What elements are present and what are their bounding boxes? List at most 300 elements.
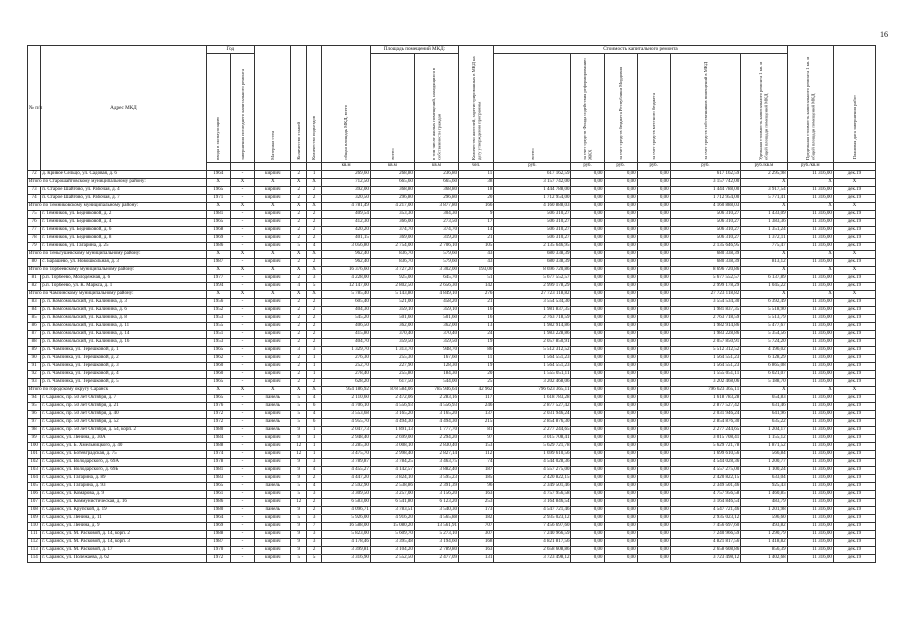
cell-mc: 11 316,00 [787,403,833,411]
header-cost-total: всего: [529,147,535,160]
cell-d: дек.19 [833,363,875,371]
header-fed-budget: за счет средств Фонда содействия реформированию ЖКХ [582,57,593,160]
cell-d: дек.19 [833,355,875,363]
cell-y: X [206,179,230,187]
header-max-cost: Предельная стоимость капитального ремонта 1 кв. м общей площади помещений МКД [804,56,816,160]
cell-e: 1 [306,363,321,371]
cell-y: 1987 [206,539,230,547]
cell-n: 109 [28,515,41,523]
cell-y: X [206,267,230,275]
cell-a: г. Саранск, ул. Комарова, д. 9 [41,491,206,499]
cell-ow: 617 162,59 [670,171,741,179]
cell-f: 12 [291,443,306,451]
cell-r: - [230,475,254,483]
cell-m: кирпич [255,435,291,443]
cell-c: 3 157 742,00 [494,179,571,187]
table-row [28,507,876,515]
cell-lb: 0,00 [637,187,670,195]
cell-d: дек.19 [833,499,875,507]
cell-lb: 0,00 [637,267,670,275]
cell-ow: 3 554 534,30 [670,299,741,307]
header-year-group: Год [206,46,255,54]
table-row [28,339,876,347]
cell-r: - [230,467,254,475]
cell-s: 962,40 [322,251,371,259]
cell-f: 5 [291,483,306,491]
cell-n: 108 [28,507,41,515]
cell-a: г. Саранск, ул. Ленина, д. 30А [41,435,206,443]
cell-e: 1 [306,427,321,435]
cell-fd: 0,00 [571,491,604,499]
cell-d: дек.19 [833,171,875,179]
cell-lb: 0,00 [637,555,670,563]
cell-p: 42 962 [459,387,494,395]
cell-p: 97 [459,435,494,443]
cell-mc: 11 316,00 [787,171,833,179]
cell-c: 2 420 822,15 [494,475,571,483]
cell-s: 401,15 [322,235,371,243]
cell-ap: 13 561,91 [414,523,458,531]
cell-a: р. п. Чамзинка, ул. Терешковой, д. 2 [41,355,206,363]
cell-uc: 1 433,09 [741,211,787,219]
cell-a: г. Саранск, пр. 50 лет Октября, д. 40 [41,411,206,419]
cell-s: 392,00 [322,187,371,195]
cell-d: дек.19 [833,467,875,475]
cell-y: 1951 [206,331,230,339]
cell-a: р. п. Комсомольский, ул. Калинина, д. 14 [41,331,206,339]
cell-a: г. Саранск, ул. М. Расковой, д. 14, корп. 3 [41,539,206,547]
cell-a: г. Саранск, пр. 50 лет Октября, д. 7 [41,395,206,403]
table-row [28,419,876,427]
cell-ap: 319,20 [414,235,458,243]
cell-p: 11 [459,171,494,179]
cell-at: 296,80 [370,195,414,203]
cell-s: 276,30 [322,355,371,363]
cell-c: 2 763 718,59 [494,315,571,323]
cell-c: 2 349 501,46 [494,483,571,491]
cell-d: дек.19 [833,475,875,483]
cell-e: 4 [306,243,321,251]
cell-y: X [206,251,230,259]
cell-lb: 0,00 [637,195,670,203]
cell-f: X [291,203,306,211]
cell-m: панель [255,483,291,491]
cell-at: 925,00 [370,275,414,283]
cell-rb: 0,00 [604,531,637,539]
cell-at: 2 699,00 [370,435,414,443]
cell-c: 7 456 697,60 [494,523,571,531]
cell-e: 3 [306,539,321,547]
cell-d: дек.19 [833,443,875,451]
cell-uc: 5 518,90 [741,307,787,315]
cell-d: дек.19 [833,243,875,251]
cell-mc: 11 316,00 [787,539,833,547]
cell-e: 7 [306,523,321,531]
cell-f: 2 [291,171,306,179]
cell-at: 15 080,20 [370,523,414,531]
cell-ow: 5 677 552,57 [670,275,741,283]
cell-ap: 544,00 [414,379,458,387]
cell-at: 3 395,48 [370,539,414,547]
cell-r: - [230,483,254,491]
cell-rb: 0,00 [604,483,637,491]
cell-f: X [291,267,306,275]
cell-ow: 1 564 551,23 [670,355,741,363]
cell-at: 3 824,10 [370,475,414,483]
cell-rb: 0,00 [604,555,637,563]
cell-y: 1981 [206,467,230,475]
cell-r: - [230,195,254,203]
cell-ow: 4 757 956,58 [670,491,741,499]
cell-e: 2 [306,547,321,555]
cell-a: р.п. Торбеево, ул. К. Маркса, д. 1 [41,283,206,291]
cell-at: 3 104,20 [370,547,414,555]
cell-e: 2 [306,299,321,307]
table-row [28,483,876,491]
cell-lb: 0,00 [637,427,670,435]
cell-n: 98 [28,427,41,435]
cell-rb: 0,00 [604,451,637,459]
cell-ow: 1 564 551,23 [670,363,741,371]
table-row [28,475,876,483]
cell-fd: 0,00 [571,451,604,459]
cell-e: 2 [306,235,321,243]
cell-mc: 11 316,00 [787,507,833,515]
cell-f: 5 [291,419,306,427]
cell-ow: 4 557 275,00 [670,467,741,475]
cell-c: 3 015 708,41 [494,435,571,443]
cell-ap: 3 882,40 [414,467,458,475]
cell-y: 1964 [206,515,230,523]
cell-p: 153 [459,443,494,451]
cell-uc: 566,84 [741,451,787,459]
cell-ow: 506 310,27 [670,227,741,235]
cell-uc: 1 155,12 [741,435,787,443]
cell-s: 3 789,87 [322,459,371,467]
cell-d: X [833,179,875,187]
cell-e: X [306,387,321,395]
cell-ap: 2 294,20 [414,435,458,443]
cell-at: 227,90 [370,363,414,371]
cell-m: X [255,387,291,395]
cell-at: 665,60 [370,179,414,187]
cell-f: 2 [291,331,306,339]
cell-r: - [230,379,254,387]
cell-fd: 0,00 [571,443,604,451]
cell-c: 5 677 552,57 [494,275,571,283]
cell-fd: 0,00 [571,331,604,339]
cell-fd: 0,00 [571,251,604,259]
unit-cost-total: руб. [494,163,571,171]
cell-m: кирпич [255,171,291,179]
cell-d: дек.19 [833,275,875,283]
cell-s: 252,70 [322,363,371,371]
cell-ow: 506 310,27 [670,235,741,243]
cell-s: 404,70 [322,339,371,347]
cell-ow: 1 444 788,00 [670,187,741,195]
cell-m: кирпич [255,363,291,371]
cell-rb: 0,00 [604,427,637,435]
cell-mc: 11 316,00 [787,523,833,531]
cell-mc: 11 316,00 [787,235,833,243]
cell-p: 276 [459,291,494,299]
cell-c: 2 277 244,65 [494,427,571,435]
cell-n: 101 [28,451,41,459]
cell-s: 954 186,92 [322,387,371,395]
cell-lb: 0,00 [637,523,670,531]
cell-f: 5 [291,403,306,411]
cell-lb: 0,00 [637,483,670,491]
cell-r: - [230,515,254,523]
cell-fd: 0,00 [571,395,604,403]
cell-r: X [230,291,254,299]
cell-uc: 6 865,08 [741,363,787,371]
cell-rb: 0,00 [604,387,637,395]
cell-rb: 0,00 [604,331,637,339]
header-plan-date: Плановая дата завершения работ [851,95,857,160]
cell-p: 193,00 [459,267,494,275]
cell-y: 1977 [206,275,230,283]
cell-c: 2 135 646,95 [494,243,571,251]
cell-y: 1980 [206,427,230,435]
cell-ow: 1 712 954,00 [670,195,741,203]
cell-a: г. Саранск, ул. Гагарина, д. 93 [41,483,206,491]
cell-e: 2 [306,211,321,219]
cell-e: 1 [306,171,321,179]
table-row [28,555,876,563]
cell-a: г. Темников, ул. Гагарина, д. 25 [41,243,206,251]
cell-y: 1978 [206,459,230,467]
cell-p: 43 [459,251,494,259]
cell-ow: 680 338,39 [670,251,741,259]
cell-r: - [230,331,254,339]
cell-n: 106 [28,491,41,499]
cell-fd: 0,00 [571,187,604,195]
cell-y: 1972 [206,419,230,427]
cell-at: 2 754,00 [370,243,414,251]
cell-r: - [230,299,254,307]
cell-r: - [230,355,254,363]
cell-f: 9 [291,427,306,435]
table-row [28,323,876,331]
cell-y: 1964 [206,171,230,179]
cell-p: 117 [459,395,494,403]
cell-lb: 0,00 [637,379,670,387]
unit-area-private: кв.м [414,163,458,171]
cell-lb: 0,00 [637,539,670,547]
cell-ow: 2 999 178,29 [670,283,741,291]
cell-a: р. п. Комсомольский, ул. Калинина, д. 8 [41,315,206,323]
cell-m: кирпич [255,339,291,347]
cell-m: X [255,291,291,299]
cell-rb: 0,00 [604,363,637,371]
cell-rb: 0,00 [604,291,637,299]
cell-m: кирпич [255,451,291,459]
cell-n: 114 [28,555,41,563]
cell-ow: 2 349 501,46 [670,483,741,491]
cell-p: 38 [459,179,494,187]
subtotal-label: Итого по Старошайговскому муниципальному району: [28,179,207,187]
table-row [28,403,876,411]
cell-a: г. Темников, ул. Бедняковой, д. 4 [41,219,206,227]
cell-d: дек.19 [833,323,875,331]
cell-lb: 0,00 [637,507,670,515]
cell-fd: 0,00 [571,515,604,523]
cell-e: 2 [306,331,321,339]
cell-c: 1 981 837,35 [494,307,571,315]
cell-mc: 11 316,00 [787,275,833,283]
cell-lb: 0,00 [637,291,670,299]
cell-c: 2 877 527,42 [494,403,571,411]
cell-uc: 5 354,56 [741,331,787,339]
table-row [28,235,876,243]
cell-at: 2 472,06 [370,395,414,403]
cell-e: 3 [306,531,321,539]
cell-s: 3 553,68 [322,411,371,419]
cell-e: 2 [306,339,321,347]
cell-at: 2 538,86 [370,483,414,491]
table-row [28,435,876,443]
cell-m: кирпич [255,379,291,387]
cell-m: кирпич [255,227,291,235]
cell-ow: 2 135 646,95 [670,243,741,251]
cell-ow: 7 456 697,60 [670,523,741,531]
cell-p: 81 [459,427,494,435]
cell-c: 3 554 534,30 [494,299,571,307]
cell-mc: 11 316,00 [787,475,833,483]
cell-at: 4 142,57 [370,467,414,475]
cell-uc: X [741,291,787,299]
cell-s: 4 455,27 [322,467,371,475]
cell-at: 4 494,30 [370,419,414,427]
cell-d: дек.19 [833,395,875,403]
cell-mc: 11 316,00 [787,363,833,371]
cell-fd: 0,00 [571,259,604,267]
cell-mc: 11 316,00 [787,323,833,331]
cell-e: 3 [306,459,321,467]
cell-uc: X [741,179,787,187]
cell-uc: 5 724,20 [741,339,787,347]
cell-f: 5 [291,411,306,419]
cell-rb: 0,00 [604,523,637,531]
table-row [28,219,876,227]
cell-ap: 128,30 [414,363,458,371]
cell-a: г. Саранск, ул. Володарского, д. 69Б [41,467,206,475]
cell-p: 74 [459,459,494,467]
cell-rb: 0,00 [604,443,637,451]
cell-mc: X [787,203,833,211]
header-area-total: всего: [389,147,395,160]
cell-r: - [230,491,254,499]
cell-e: 1 [306,435,321,443]
cell-d: дек.19 [833,315,875,323]
cell-rb: 0,00 [604,459,637,467]
cell-fd: 0,00 [571,539,604,547]
cell-rb: 0,00 [604,171,637,179]
cell-e: 5 [306,283,321,291]
cell-r: - [230,403,254,411]
cell-y: 1965 [206,379,230,387]
cell-at: 501,60 [370,315,414,323]
header-entrances: Количество подъездов [311,115,317,160]
cell-y: 1972 [206,555,230,563]
cell-s: 16 588,00 [322,523,371,531]
cell-ow: 8 696 720,86 [670,267,741,275]
cell-e: 5 [306,555,321,563]
cell-s: 278,40 [322,371,371,379]
cell-mc: 11 316,00 [787,483,833,491]
cell-f: 2 [291,307,306,315]
cell-r: - [230,443,254,451]
cell-m: кирпич [255,355,291,363]
cell-c: 3 202 468,06 [494,379,571,387]
cell-uc: 4 196,02 [741,347,787,355]
cell-mc: 11 316,00 [787,259,833,267]
header-cost-group: Стоимость капитального ремонта [494,46,787,54]
cell-rb: 0,00 [604,403,637,411]
cell-fd: 0,00 [571,227,604,235]
cell-at: 368,80 [370,187,414,195]
cell-lb: 0,00 [637,171,670,179]
cell-ow: 506 310,27 [670,219,741,227]
cell-y: X [206,387,230,395]
cell-f: 2 [291,219,306,227]
cell-e: 2 [306,227,321,235]
cell-r: X [230,387,254,395]
subtotal-label: Итого по Чамзинскому муниципальному району: [28,291,207,299]
cell-rb: 0,00 [604,299,637,307]
cell-f: 5 [291,555,306,563]
unit-total-area: кв.м [322,163,371,171]
cell-ow: 2 277 244,65 [670,427,741,435]
cell-uc: 1 460,85 [741,491,787,499]
table-row [28,211,876,219]
cell-uc: 775,47 [741,243,787,251]
cell-y: X [206,203,230,211]
cell-d: X [833,387,875,395]
cell-fd: 0,00 [571,283,604,291]
cell-fd: 0,00 [571,323,604,331]
cell-m: кирпич [255,187,291,195]
cell-y: 1970 [206,547,230,555]
cell-at: 370,40 [370,331,414,339]
cell-uc: 1 351,24 [741,227,787,235]
cell-n: 96 [28,411,41,419]
cell-y: 1965 [206,395,230,403]
cell-r: - [230,531,254,539]
unit-max: руб./кв.м [787,163,833,171]
cell-uc: 1 201,98 [741,507,787,515]
cell-rb: 0,00 [604,507,637,515]
unit-rep: руб. [604,163,637,171]
cell-f: 2 [291,227,306,235]
cell-a: г. Саранск, пр. 50 лет Октября, д. 21 [41,403,206,411]
table-row [28,371,876,379]
cell-ap: 501,60 [414,315,458,323]
cell-lb: 0,00 [637,179,670,187]
cell-rb: 0,00 [604,539,637,547]
cell-ap: 458,20 [414,299,458,307]
cell-m: кирпич [255,531,291,539]
cell-m: X [255,267,291,275]
cell-y: 1953 [206,315,230,323]
cell-r: X [230,179,254,187]
cell-s: 628,20 [322,379,371,387]
cell-a: р. п. Чамзинка, ул. Терешковой, д. 5 [41,379,206,387]
table-row [28,187,876,195]
cell-p: 187 [459,467,494,475]
cell-uc: 925,43 [741,483,787,491]
